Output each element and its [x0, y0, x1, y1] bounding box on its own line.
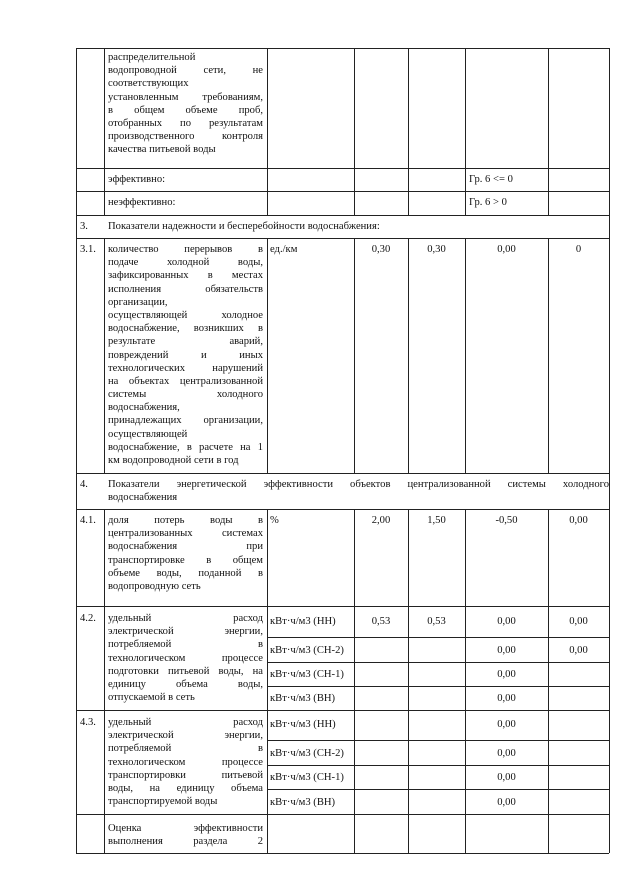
row42-unit-nn: кВт·ч/м3 (НН)	[270, 616, 336, 627]
row42-diff-sn1: 0,00	[497, 669, 516, 680]
row43-unit-vn: кВт·ч/м3 (ВН)	[270, 797, 336, 808]
ineffective-criterion: Гр. 6 > 0	[469, 197, 507, 208]
rule-col-plan	[354, 238, 355, 473]
rule-col-plan	[354, 48, 355, 215]
rule-col-fact	[408, 48, 409, 215]
row31-unit: ед./км	[270, 244, 298, 255]
effective-label: эффективно:	[108, 174, 166, 185]
rule-col-unit	[267, 509, 268, 853]
row43-description: удельный расход электрической энергии, потребляемой в технологическом процессе транспортировки питьевой воды, на единицу объема транспортируемой воды	[108, 717, 263, 808]
rule-col-fact	[408, 238, 409, 473]
row42-unit-sn2: кВт·ч/м3 (СН-2)	[270, 645, 344, 656]
rule-section3-top	[76, 215, 609, 216]
rule-col-plan	[354, 509, 355, 853]
rule-top	[76, 48, 609, 49]
row42-unit-sn1: кВт·ч/м3 (СН-1)	[270, 669, 344, 680]
rule-row43-sub1	[267, 740, 609, 741]
row42-plan-nn: 0,53	[371, 616, 391, 627]
row41-diff: -0,50	[495, 515, 518, 526]
rule-col-name	[104, 48, 105, 215]
rule-bottom	[76, 853, 609, 854]
section3-title: Показатели надежности и бесперебойности водоснабжения:	[108, 221, 380, 232]
rule-col-unit	[267, 238, 268, 473]
row43-diff-sn1: 0,00	[497, 772, 516, 783]
rule-col-fact	[408, 509, 409, 853]
row43-diff-nn: 0,00	[497, 719, 516, 730]
rule-row43-sub3	[267, 789, 609, 790]
rule-col-result	[548, 48, 549, 215]
row42-number: 4.2.	[80, 613, 96, 624]
row43-number: 4.3.	[80, 717, 96, 728]
rule-row41-top	[76, 509, 609, 510]
row31-description: количество перерывов в подаче холодной воды, зафиксированных в местах исполнения обязательств организации, осуществляющей холодное водоснабжение, возникших в результате аварий, повреждений и иных технологических нарушений на объектах централизованной системы холодного водоснабжения, принадлежащих организации, осуществляющей водоснабжение, в расчете на 1 км водопроводной сети в год	[108, 244, 263, 466]
rule-effective-top	[76, 168, 609, 169]
row42-result-nn: 0,00	[569, 616, 588, 627]
rule-row42-sub3	[267, 686, 609, 687]
effective-criterion: Гр. 6 <= 0	[469, 174, 513, 185]
row42-description: удельный расход электрической энергии, потребляемой в технологическом процессе подготовки питьевой воды, на единицу объема воды, отпускаемой в сеть	[108, 613, 263, 704]
row31-fact: 0,30	[427, 244, 446, 255]
rule-assessment-top	[76, 814, 609, 815]
row31-number: 3.1.	[80, 244, 96, 255]
row31-result: 0	[575, 244, 582, 255]
continuation-text: распределительной водопроводной сети, не соответствующих установленным требованиям, в общем объеме проб, отобранных по результатам производственного контроля качества питьевой воды	[108, 52, 263, 156]
rule-col-name	[104, 238, 105, 473]
rule-section4-top	[76, 473, 609, 474]
rule-right	[609, 48, 610, 853]
rule-left	[76, 48, 77, 853]
rule-col-name	[104, 509, 105, 853]
row41-number: 4.1.	[80, 515, 96, 526]
rule-col-diff	[465, 238, 466, 473]
row43-unit-nn: кВт·ч/м3 (НН)	[270, 719, 336, 730]
rule-ineffective-top	[76, 191, 609, 192]
row42-unit-vn: кВт·ч/м3 (ВН)	[270, 693, 336, 704]
row42-fact-nn: 0,53	[427, 616, 446, 627]
rule-row43-top	[76, 710, 609, 711]
section4-number: 4.	[80, 479, 88, 490]
row42-diff-nn: 0,00	[497, 616, 516, 627]
row41-plan: 2,00	[371, 515, 391, 526]
rule-col-unit	[267, 48, 268, 215]
rule-col-diff	[465, 48, 466, 215]
row41-fact: 1,50	[427, 515, 446, 526]
rule-row43-sub2	[267, 765, 609, 766]
rule-col-result	[548, 238, 549, 473]
row42-result-sn2: 0,00	[569, 645, 588, 656]
rule-row42-top	[76, 606, 609, 607]
rule-row31-top	[76, 238, 609, 239]
rule-col-result	[548, 509, 549, 853]
row31-diff: 0,00	[497, 244, 516, 255]
section4-title: Показатели энергетической эффективности объектов централизованной системы холодного водоснабжения	[108, 479, 609, 504]
row43-diff-vn: 0,00	[497, 797, 516, 808]
row41-description: доля потерь воды в централизованных системах водоснабжения при транспортировке в общем объеме воды, поданной в водопроводную сеть	[108, 515, 263, 592]
row42-diff-sn2: 0,00	[497, 645, 516, 656]
row41-result: 0,00	[569, 515, 588, 526]
section3-number: 3.	[80, 221, 88, 232]
rule-row42-sub2	[267, 662, 609, 663]
row31-plan: 0,30	[371, 244, 391, 255]
row43-diff-sn2: 0,00	[497, 748, 516, 759]
row42-diff-vn: 0,00	[497, 693, 516, 704]
assessment-text: Оценка эффективности выполнения раздела 2	[108, 823, 263, 848]
ineffective-label: неэффективно:	[108, 197, 176, 208]
row43-unit-sn2: кВт·ч/м3 (СН-2)	[270, 748, 344, 759]
row41-unit: %	[270, 515, 279, 526]
row43-unit-sn1: кВт·ч/м3 (СН-1)	[270, 772, 344, 783]
rule-row42-sub1	[267, 637, 609, 638]
